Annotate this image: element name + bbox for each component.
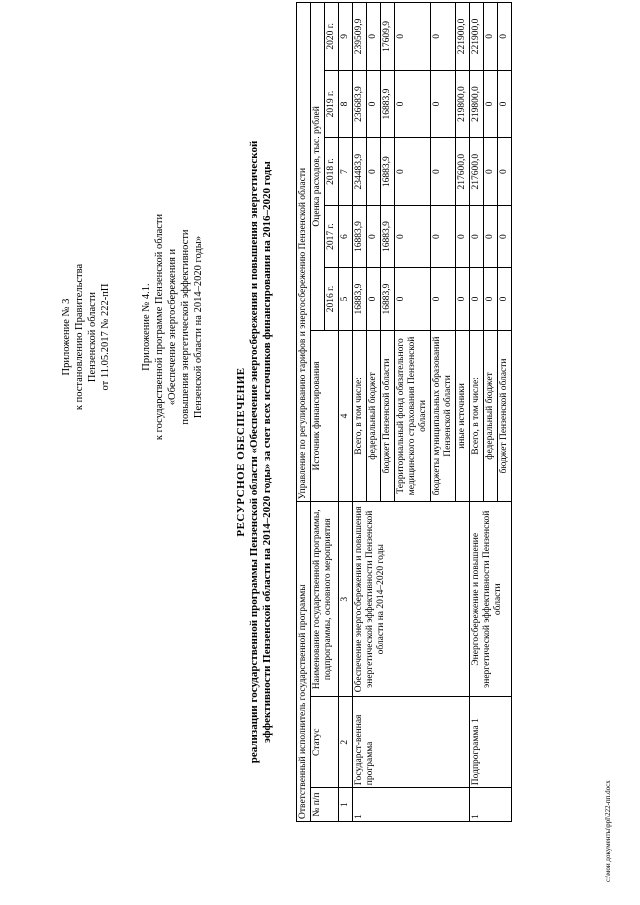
col-header-name: Наименование государственной программы, подпрограммы, основного мероприятия (311, 502, 339, 697)
row-value: 0 (470, 205, 484, 267)
col-header-status: Статус (311, 697, 339, 788)
column-number: 9 (339, 3, 353, 71)
resource-table (296, 2, 512, 822)
column-number: 7 (339, 138, 353, 206)
row-value: 234483,9 (353, 138, 367, 206)
row-value: 0 (431, 138, 456, 206)
row-value: 0 (395, 70, 431, 138)
row-value: 0 (484, 268, 498, 330)
row-value: 0 (498, 138, 512, 206)
row-value: 0 (431, 205, 456, 267)
row-value: 0 (498, 268, 512, 330)
row-value: 217600,0 (456, 138, 470, 206)
column-number: 1 (339, 788, 353, 822)
row-value: 16883,9 (381, 268, 395, 330)
col-header-estimate: Оценка расходов, тыс. рублей (311, 3, 325, 331)
row-value: 0 (431, 268, 456, 330)
row-value: 239509,9 (353, 3, 367, 71)
col-header-year: 2018 г. (325, 138, 339, 206)
row-value: 0 (484, 205, 498, 267)
row-value: 0 (456, 205, 470, 267)
col-header-no: № п/п (311, 788, 339, 822)
row-value: 0 (367, 138, 381, 206)
column-number: 2 (339, 697, 353, 788)
col-header-year: 2020 г. (325, 3, 339, 71)
annex-3-line: к постановлению Правительства (74, 263, 85, 411)
row-number: 1 (470, 788, 512, 822)
row-value: 217600,0 (470, 138, 484, 206)
row-value: 16883,9 (381, 205, 395, 267)
row-value: 16883,9 (353, 205, 367, 267)
row-source: иные источники (456, 330, 470, 502)
column-number: 8 (339, 70, 353, 138)
responsible-label: Ответственный исполнитель государственной программы (297, 502, 311, 822)
row-value: 16883,9 (353, 268, 367, 330)
annex-3-line: Приложение № 3 (61, 298, 72, 376)
table-row (470, 3, 484, 822)
col-header-year: 2016 г. (325, 268, 339, 330)
annex-3-line: от 11.05.2017 № 222-пП (100, 283, 111, 391)
annex-4-1-line: к государственной программе Пензенской области (154, 213, 165, 441)
row-value: 0 (431, 3, 456, 71)
row-value: 0 (498, 3, 512, 71)
row-program-name: Обеспечение энергосбережения и повышения энергетической эффективности Пензенской области на 2014–2020 годы (353, 502, 470, 697)
column-number: 6 (339, 205, 353, 267)
row-value: 219800,0 (470, 70, 484, 138)
row-value: 0 (484, 70, 498, 138)
row-value: 0 (395, 3, 431, 71)
annex-4-1-line: «Обеспечение энергосбережения и (167, 248, 178, 406)
annex-4-1-header (140, 187, 205, 467)
row-value: 219800,0 (456, 70, 470, 138)
row-value: 0 (456, 268, 470, 330)
row-source: федеральный бюджет (484, 330, 498, 502)
annex-3-line: Пензенской области (87, 291, 98, 383)
column-number: 3 (339, 502, 353, 697)
col-header-year: 2017 г. (325, 205, 339, 267)
annex-4-1-line: Пензенской области на 2014–2020 годы» (193, 235, 204, 419)
heading-title: РЕСУРСНОЕ ОБЕСПЕЧЕНИЕ (235, 367, 247, 537)
row-value: 221900,0 (456, 3, 470, 71)
row-source: Всего, в том числе: (470, 330, 484, 502)
row-value: 0 (498, 205, 512, 267)
row-source: бюджет Пензенской области (381, 330, 395, 502)
row-value: 0 (498, 70, 512, 138)
heading-line: реализации государственной программы Пензенской области «Обеспечение энергосбережения и повышения энергетической (248, 140, 260, 764)
header-row-columns (311, 3, 325, 822)
row-value: 0 (484, 138, 498, 206)
row-source: Территориальный фонд обязательного медицинского страхования Пензенской области (395, 330, 431, 502)
row-value: 0 (484, 3, 498, 71)
row-value: 0 (395, 268, 431, 330)
row-value: 0 (367, 70, 381, 138)
row-value: 0 (367, 268, 381, 330)
document-heading (235, 42, 274, 862)
annex-3-header (60, 262, 112, 412)
file-path-footer: c:\мои документы\ppl\222-пп.docx (604, 780, 612, 882)
row-number: 1 (353, 788, 470, 822)
header-row-responsible (297, 3, 311, 822)
row-value: 0 (367, 205, 381, 267)
row-source: Всего, в том числе: (353, 330, 367, 502)
row-status: Государст-венная программа (353, 697, 470, 788)
annex-4-1-line: повышения энергетической эффективности (180, 229, 191, 425)
responsible-value: Управление по регулированию тарифов и энергосбережению Пензенской области (297, 3, 311, 502)
row-value: 0 (367, 3, 381, 71)
row-value: 0 (431, 70, 456, 138)
annex-4-1-line: Приложение № 4.1. (141, 283, 152, 371)
rotated-page (0, 2, 640, 902)
row-value: 0 (395, 138, 431, 206)
row-value: 0 (470, 268, 484, 330)
row-value: 16883,9 (381, 70, 395, 138)
row-value: 16883,9 (381, 138, 395, 206)
row-status: Подпрограмма 1 (470, 697, 512, 788)
col-header-year: 2019 г. (325, 70, 339, 138)
heading-line: эффективности Пензенской области на 2014–2020 годы» за счет всех источников финансирования на 2016–2020 годы (261, 161, 273, 743)
row-program-name: Энергосбережение и повышение энергетической эффективности Пензенской области (470, 502, 512, 697)
row-value: 221900,0 (470, 3, 484, 71)
column-number: 5 (339, 268, 353, 330)
row-source: федеральный бюджет (367, 330, 381, 502)
row-value: 17609,9 (381, 3, 395, 71)
table-row (353, 3, 367, 822)
col-header-source: Источник финансирования (311, 330, 339, 502)
row-source: бюджет Пензенской области (498, 330, 512, 502)
row-value: 0 (395, 205, 431, 267)
row-source: бюджеты муниципальных образований Пензенской области (431, 330, 456, 502)
row-value: 236683,9 (353, 70, 367, 138)
column-number: 4 (339, 330, 353, 502)
column-number-row (339, 3, 353, 822)
